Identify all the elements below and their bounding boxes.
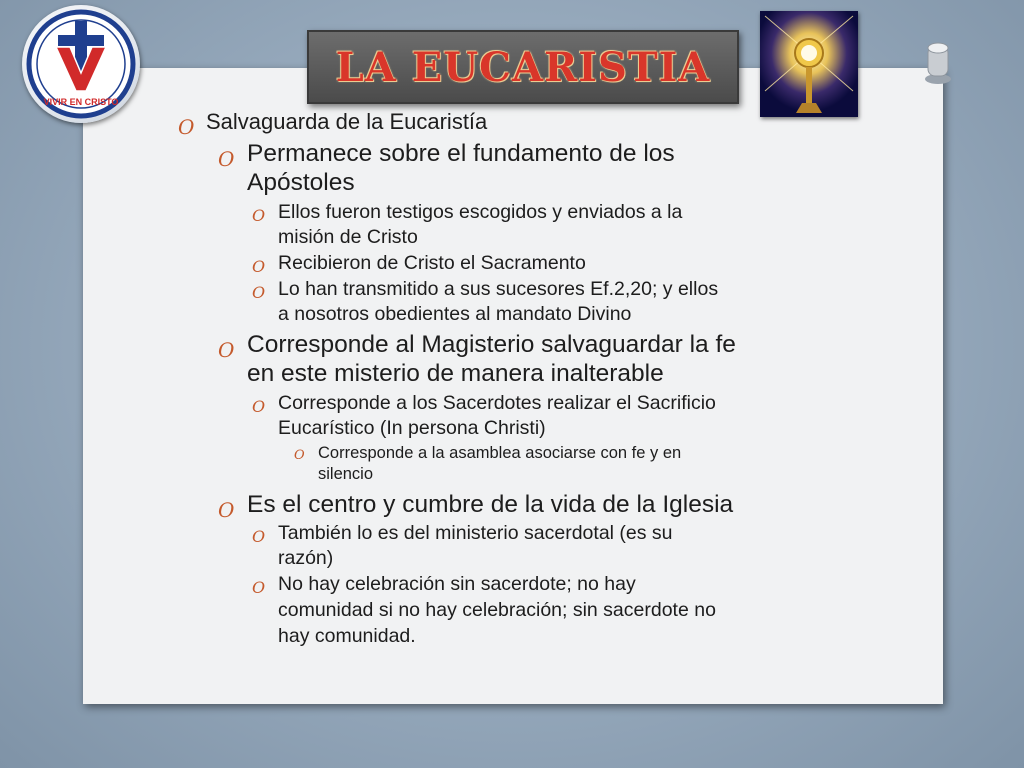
vivir-en-cristo-logo — [22, 5, 140, 123]
bullet-icon: O — [252, 578, 266, 597]
list-item: Salvaguarda de la Eucaristía — [206, 109, 488, 134]
list-item: en este misterio de manera inalterable — [247, 360, 664, 387]
bullet-icon: O — [178, 115, 195, 139]
list-item: Corresponde al Magisterio salvaguardar la fe — [247, 331, 736, 358]
slide-title: LA EUCARISTIA — [335, 43, 711, 91]
pushpin-icon — [920, 40, 956, 91]
monstrance-image — [760, 11, 858, 117]
bullet-icon: O — [252, 283, 266, 302]
list-item: Ellos fueron testigos escogidos y enviados a la — [278, 201, 683, 223]
list-item: También lo es del ministerio sacerdotal (es su — [278, 522, 673, 544]
bullet-icon: O — [252, 206, 266, 225]
list-item: silencio — [318, 465, 374, 483]
list-item: comunidad si no hay celebración; sin sacerdote no — [278, 599, 716, 621]
bullet-icon: O — [252, 397, 266, 416]
list-item: a nosotros obedientes al mandato Divino — [278, 303, 632, 325]
list-item: hay comunidad. — [278, 625, 416, 647]
list-item: Recibieron de Cristo el Sacramento — [278, 252, 586, 274]
bullet-icon: O — [218, 498, 235, 522]
list-item: misión de Cristo — [278, 226, 418, 248]
list-item: Eucarístico (In persona Christi) — [278, 417, 546, 439]
list-item: Permanece sobre el fundamento de los — [247, 140, 675, 167]
bullet-icon: O — [252, 527, 266, 546]
list-item: Apóstoles — [247, 169, 355, 196]
bullet-icon: O — [252, 257, 266, 276]
list-item: Es el centro y cumbre de la vida de la Iglesia — [247, 491, 734, 518]
list-item: Corresponde a los Sacerdotes realizar el Sacrificio — [278, 392, 716, 414]
title-box — [307, 30, 739, 104]
list-item: Corresponde a la asamblea asociarse con fe y en — [318, 444, 682, 462]
bullet-icon: O — [294, 448, 305, 463]
bullet-icon: O — [218, 338, 235, 362]
bullet-icon: O — [218, 147, 235, 171]
list-item: razón) — [278, 547, 334, 569]
list-item: No hay celebración sin sacerdote; no hay — [278, 573, 636, 595]
logo-text: VIVIR EN CRISTO — [43, 97, 119, 107]
list-item: Lo han transmitido a sus sucesores Ef.2,20; y ellos — [278, 278, 719, 300]
